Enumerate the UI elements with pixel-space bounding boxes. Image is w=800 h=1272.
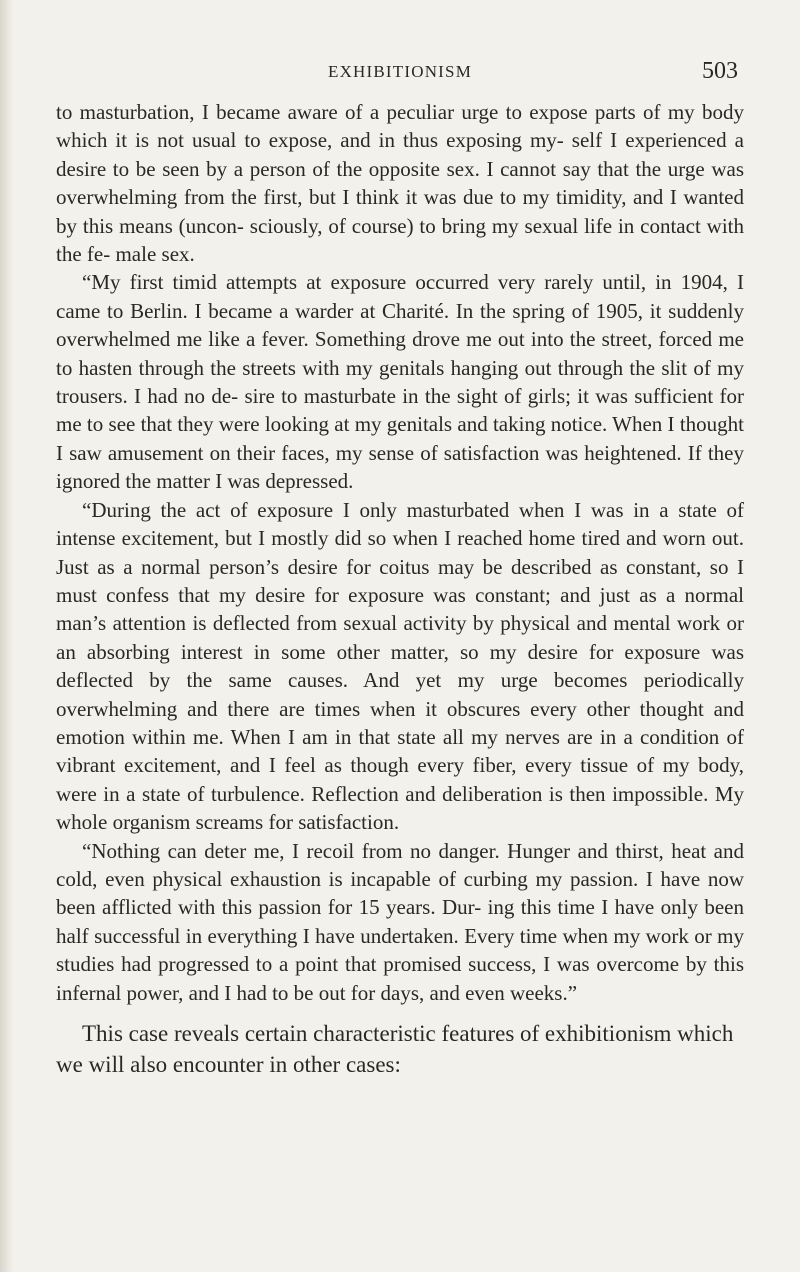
page-header <box>56 58 744 94</box>
binding-gutter-shadow <box>0 0 14 1272</box>
paragraph-quote-exposure-act: “During the act of exposure I only masturbated when I was in a state of intense excitement, but I mostly did so when I reached home tired and worn out. Just as a normal person’s desire for coitus may be described as constant, so I must confess that my desire for exposure was constant; and just as a normal man’s attention is deflected from sexual activity by physical and mental work or an absorbing interest in some other matter, so my desire for exposure was deflected by the same causes. And yet my urge becomes periodically overwhelming and there are times when it obscures every other thought and emotion within me. When I am in that state all my nerves are in a condition of vibrant excitement, and I feel as though every fiber, every tissue of my body, were in a state of turbulence. Reflection and deliberation is then impossible. My whole organism screams for satisfaction. <box>56 497 744 835</box>
body-text <box>56 98 744 1080</box>
running-head: EXHIBITIONISM <box>327 62 473 81</box>
paragraph-quote-berlin: “My first timid attempts at exposure occurred very rarely until, in 1904, I came to Berlin. I became a warder at Charité. In the spring of 1905, it suddenly overwhelmed me like a fever. Something drove me out into the street, forced me to hasten through the streets with my genitals hanging out through the slit of my trousers. I had no de- sire to masturbate in the sight of girls; it was sufficient for me to see that they were looking at my genitals and taking notice. When I thought I saw amusement on their faces, my sense of satisfaction was heightened. If they ignored the matter I was depressed. <box>56 270 744 494</box>
paragraph-quote-passion: “Nothing can deter me, I recoil from no danger. Hunger and thirst, heat and cold, even physical exhaustion is incapable of curbing my passion. I have now been afflicted with this passion for 15 years. Dur- ing this time I have only been half successful in everything I have undertaken. Every time when my work or my studies had progressed to a point that promised success, I was overcome by this infernal power, and I had to be out for days, and even weeks.” <box>56 838 744 1005</box>
paragraph-closing-remark: This case reveals certain characteristic features of exhibitionism which we will also encounter in other cases: <box>56 1021 734 1077</box>
paragraph-continuation: to masturbation, I became aware of a peculiar urge to expose parts of my body which it is not usual to expose, and in thus exposing my- self I experienced a desire to be seen by a person of the opposite sex. I cannot say that the urge was overwhelming from the first, but I think it was due to my timidity, and I wanted by this means (uncon- sciously, of course) to bring my sexual life in contact with the fe- male sex. <box>56 100 744 267</box>
page-number: 503 <box>702 58 738 84</box>
